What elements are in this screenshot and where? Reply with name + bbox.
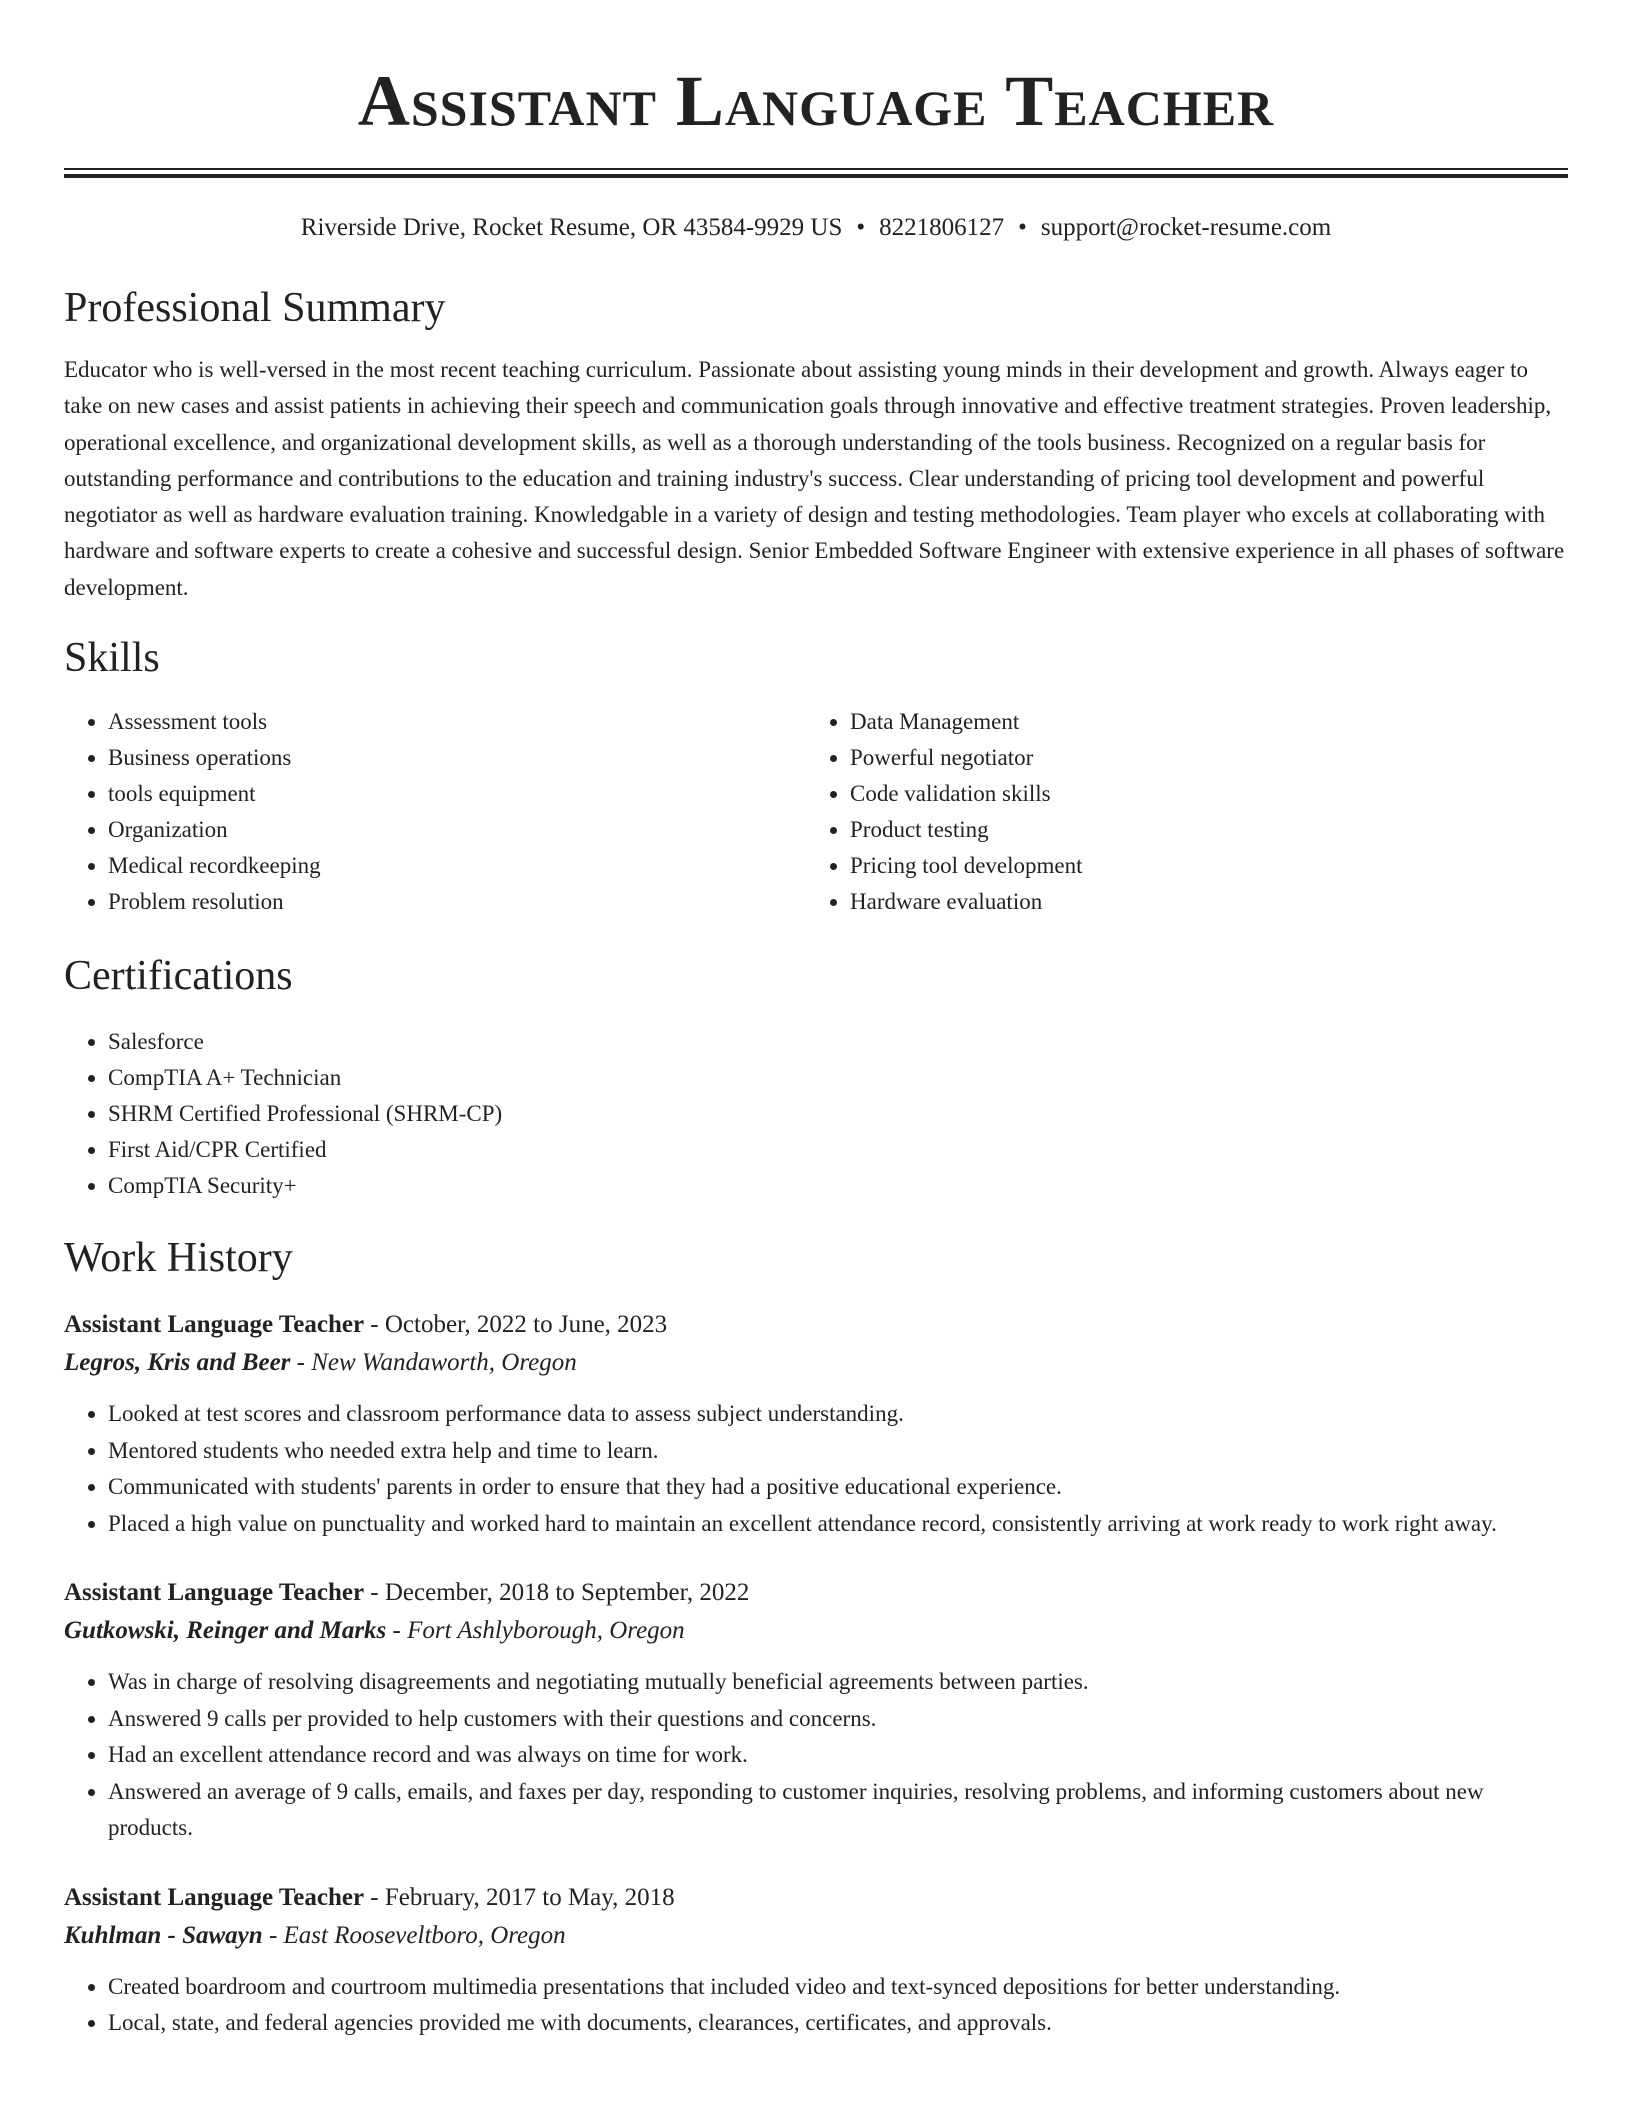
job-dates: - December, 2018 to September, 2022 [370, 1579, 750, 1607]
job-company-line [64, 1344, 1568, 1382]
job-duty: • Created boardroom and courtroom multimedia presentations that included video and text-synced depositions for better understanding. [108, 1969, 1568, 2006]
certification-item: • Salesforce [108, 1024, 1568, 1060]
job-duty: • Was in charge of resolving disagreements and negotiating mutually beneficial agreements between parties. [108, 1664, 1568, 1701]
job-duty: • Looked at test scores and classroom performance data to assess subject understanding. [108, 1396, 1568, 1433]
certifications-list [64, 1024, 1568, 1204]
job-company-line [64, 1612, 1568, 1650]
job-duty: • Placed a high value on punctuality and worked hard to maintain an excellent attendance record, consistently arriving at work ready to work right away. [108, 1506, 1568, 1543]
address: Riverside Drive, Rocket Resume, OR 43584-9929 US [300, 214, 843, 241]
skill-item: • Data Management [850, 704, 1548, 740]
job-role: Assistant Language Teacher [64, 1579, 365, 1607]
skills-heading: Skills [64, 635, 160, 682]
work-history-heading: Work History [64, 1235, 293, 1282]
job-duties-list [64, 1969, 1568, 2042]
certifications-heading: Certifications [64, 953, 293, 1000]
job-location: - Fort Ashlyborough, Oregon [392, 1617, 685, 1645]
job-company-line [64, 1917, 1568, 1955]
skill-item: • Code validation skills [850, 776, 1548, 812]
skills-list-right [806, 704, 1548, 920]
skill-item: • Medical recordkeeping [108, 848, 806, 884]
job-duty: • Answered an average of 9 calls, emails, and faxes per day, responding to customer inquiries, resolving problems, and informing customers about new products. [108, 1774, 1568, 1847]
job-location: - New Wandaworth, Oregon [296, 1349, 577, 1377]
email-address: support@rocket-resume.com [1040, 214, 1332, 241]
job-title-line [64, 1574, 1568, 1612]
summary-heading: Professional Summary [64, 285, 446, 331]
skills-grid [64, 704, 1568, 920]
candidate-name: Assistant Language Teacher [357, 61, 1275, 141]
certification-item: • CompTIA Security+ [108, 1168, 1568, 1204]
summary-text: Educator who is well-versed in the most recent teaching curriculum. Passionate about assisting young minds in their development and growth. Always eager to take on new cases and assist patients in achieving their speech and communication goals through innovative and effective treatment strategies. Proven leadership, operational excellence, and organizational development skills, as well as a thorough understanding of the tools business. Recognized on a regular basis for outstanding performance and contributions to the education and training industry's success. Clear understanding of pricing tool development and powerful negotiator as well as hardware evaluation training. Knowledgable in a variety of design and testing methodologies. Team player who excels at collaborating with hardware and software experts to create a cohesive and successful design. Senior Embedded Software Engineer with extensive experience in all phases of software development. [64, 357, 1565, 600]
job-dates: - October, 2022 to June, 2023 [370, 1311, 668, 1339]
skill-item: • tools equipment [108, 776, 806, 812]
job-company: Gutkowski, Reinger and Marks [64, 1617, 387, 1645]
certification-item: • First Aid/CPR Certified [108, 1132, 1568, 1168]
job-role: Assistant Language Teacher [64, 1883, 365, 1911]
contact-separator: • [856, 214, 866, 241]
skill-item: • Powerful negotiator [850, 740, 1548, 776]
skill-item: • Hardware evaluation [850, 884, 1548, 920]
job-duties-list [64, 1396, 1568, 1542]
job-duty: • Communicated with students' parents in order to ensure that they had a positive educational experience. [108, 1469, 1568, 1506]
job-role: Assistant Language Teacher [64, 1311, 365, 1339]
skill-item: • Assessment tools [108, 704, 806, 740]
job-title-line [64, 1306, 1568, 1344]
skill-item: • Pricing tool development [850, 848, 1548, 884]
skill-item: • Product testing [850, 812, 1548, 848]
skills-list-left [64, 704, 806, 920]
contact-separator: • [1018, 214, 1027, 241]
header-divider [64, 168, 1568, 178]
skill-item: • Problem resolution [108, 884, 806, 920]
job-duty: • Answered 9 calls per provided to help customers with their questions and concerns. [108, 1701, 1568, 1738]
contact-line [64, 212, 1568, 244]
job-dates: - February, 2017 to May, 2018 [370, 1883, 675, 1911]
job-duty: • Had an excellent attendance record and was always on time for work. [108, 1737, 1568, 1774]
job-duty: • Local, state, and federal agencies provided me with documents, clearances, certificates, and approvals. [108, 2005, 1568, 2042]
job-company: Legros, Kris and Beer [64, 1349, 291, 1377]
skill-item: • Business operations [108, 740, 806, 776]
skill-item: • Organization [108, 812, 806, 848]
certification-item: • CompTIA A+ Technician [108, 1060, 1568, 1096]
job-location: - East Rooseveltboro, Oregon [268, 1921, 566, 1949]
job-company: Kuhlman - Sawayn [64, 1921, 263, 1949]
job-duty: • Mentored students who needed extra help and time to learn. [108, 1433, 1568, 1470]
job-duties-list [64, 1664, 1568, 1847]
job-entry [64, 1879, 1568, 2042]
certification-item: • SHRM Certified Professional (SHRM-CP) [108, 1096, 1568, 1132]
phone-number: 8221806127 [879, 214, 1005, 241]
job-entry [64, 1306, 1568, 1542]
job-title-line [64, 1879, 1568, 1917]
job-entry [64, 1574, 1568, 1847]
